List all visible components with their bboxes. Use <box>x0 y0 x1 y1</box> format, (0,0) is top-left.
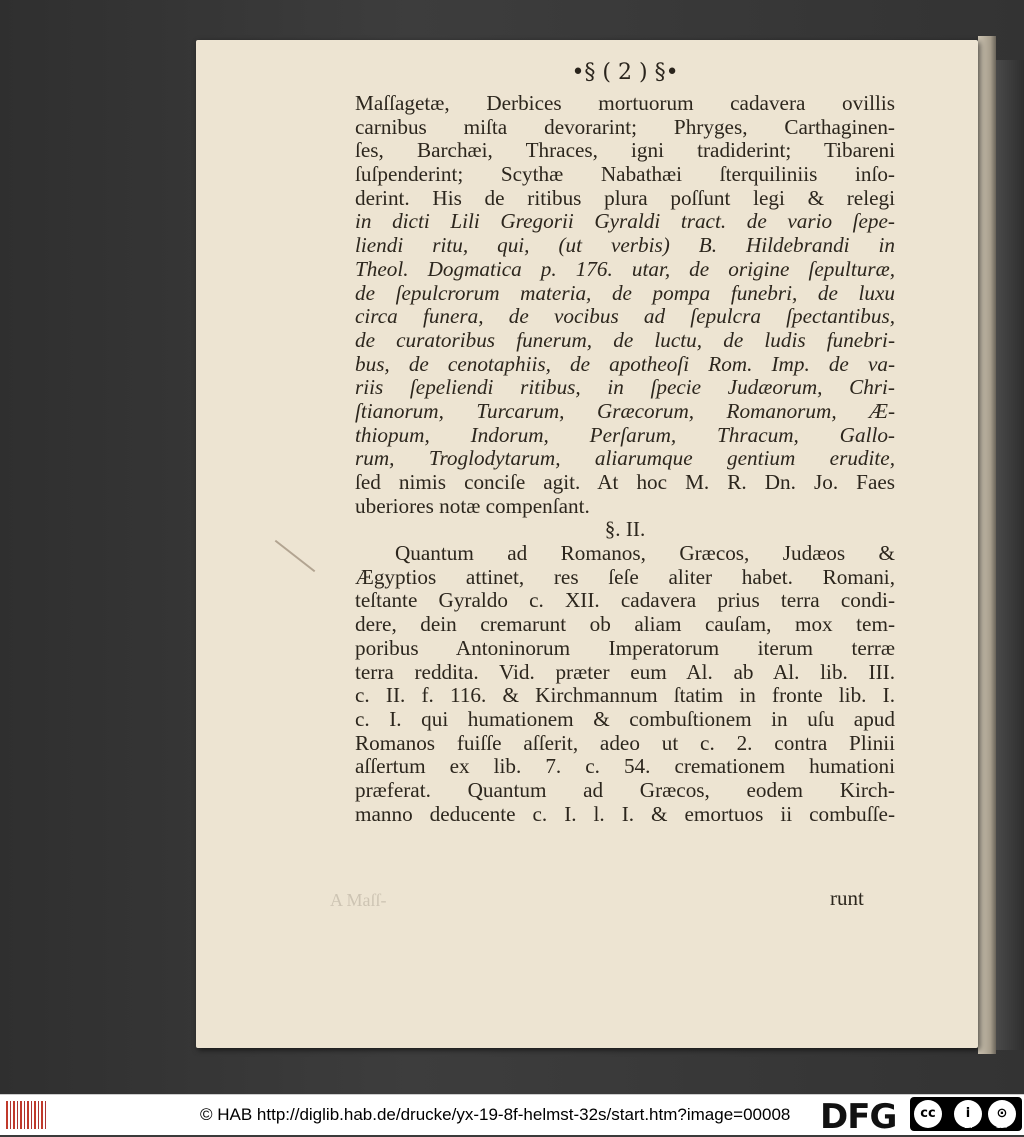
text-line: circa funera, de vocibus ad ſepulcra ſpectantibus, <box>355 304 895 329</box>
text-line: terra reddita. Vid. præter eum Al. ab Al. lib. III. <box>355 659 895 684</box>
cc-sa-label: SA <box>996 1121 1007 1130</box>
page-header: •§ ( 2 ) §• <box>571 60 679 85</box>
text-line: manno deducente c. I. l. I. & emortuos ii combuſſe- <box>355 801 895 826</box>
cc-icon: cc <box>914 1100 942 1128</box>
text-line: ſed nimis conciſe agit. At hoc M. R. Dn. Jo. Faes <box>355 470 895 494</box>
barcode-icon <box>6 1101 46 1129</box>
text-line: rum, Troglodytarum, aliarumque gentium erudite, <box>355 446 895 471</box>
next-page-edge <box>996 60 1024 1050</box>
text-line: c. II. f. 116. & Kirchmannum ſtatim in fronte lib. I. <box>355 683 895 708</box>
text-line: dere, dein cremarunt ob aliam cauſam, mox tem- <box>355 612 895 637</box>
text-line: liendi ritu, qui, (ut verbis) B. Hildebrandi in <box>355 233 895 258</box>
viewer-footer <box>0 1094 1024 1135</box>
text-line: bus, de cenotaphiis, de apotheoſi Rom. Imp. de va- <box>355 351 895 376</box>
page-edge <box>978 36 996 1054</box>
text-line: ſtianorum, Turcarum, Græcorum, Romanorum, Æ- <box>355 398 895 423</box>
share-alike-icon: ⊙ <box>988 1100 1016 1128</box>
text-line: teſtante Gyraldo c. XII. cadavera prius terra condi- <box>355 588 895 613</box>
text-line: Ægyptios attinet, res ſeſe aliter habet. Romani, <box>355 564 895 589</box>
text-line: in dicti Lili Gregorii Gyraldi tract. de vario ſepe- <box>355 209 895 234</box>
dfg-logo: DFG <box>820 1097 897 1137</box>
text-line: Maſſagetæ, Derbices mortuorum cadavera ovillis <box>355 91 895 115</box>
text-line: de ſepulcrorum materia, de pompa funebri, de luxu <box>355 280 895 305</box>
text-line: Quantum ad Romanos, Græcos, Judæos & <box>395 541 895 566</box>
text-line: ſes, Barchæi, Thraces, igni tradiderint; Tibareni <box>355 138 895 163</box>
catchword: runt <box>830 886 864 910</box>
text-line: Theol. Dogmatica p. 176. utar, de origine ſepulturæ, <box>355 256 895 281</box>
text-line: præferat. Quantum ad Græcos, eodem Kirch- <box>355 777 895 802</box>
source-link[interactable]: © HAB http://diglib.hab.de/drucke/yx-19-8f-helmst-32s/start.htm?image=00008 <box>200 1105 791 1124</box>
text-line: Romanos fuiſſe aſſerit, adeo ut c. 2. contra Plinii <box>355 730 895 755</box>
bleed-through-text: A Maſſ- <box>330 890 387 910</box>
text-line: derint. His de ritibus plura poſſunt legi & relegi <box>355 185 895 210</box>
text-line: poribus Antoninorum Imperatorum iterum terræ <box>355 635 895 660</box>
section-heading: §. II. <box>604 517 646 542</box>
text-line: ſuſpenderint; Scythæ Nabathæi ſterquiliniis inſo- <box>355 162 895 187</box>
cc-license-badge[interactable] <box>910 1097 1022 1131</box>
text-line: thiopum, Indorum, Perſarum, Thracum, Gallo- <box>355 422 895 447</box>
text-line: carnibus miſta devorarint; Phryges, Carthaginen- <box>355 114 895 139</box>
text-line: uberiores notæ compenſant. <box>355 493 590 518</box>
attribution-icon: i <box>954 1100 982 1128</box>
body-text <box>355 92 895 826</box>
text-line: c. I. qui humationem & combuſtionem in uſu apud <box>355 706 895 731</box>
cc-by-label: BY <box>964 1121 974 1130</box>
text-line: de curatoribus funerum, de luctu, de ludis funebri- <box>355 327 895 352</box>
text-line: aſſertum ex lib. 7. c. 54. cremationem humationi <box>355 754 895 779</box>
text-line: riis ſepeliendi ritibus, in ſpecie Judæorum, Chri- <box>355 375 895 400</box>
